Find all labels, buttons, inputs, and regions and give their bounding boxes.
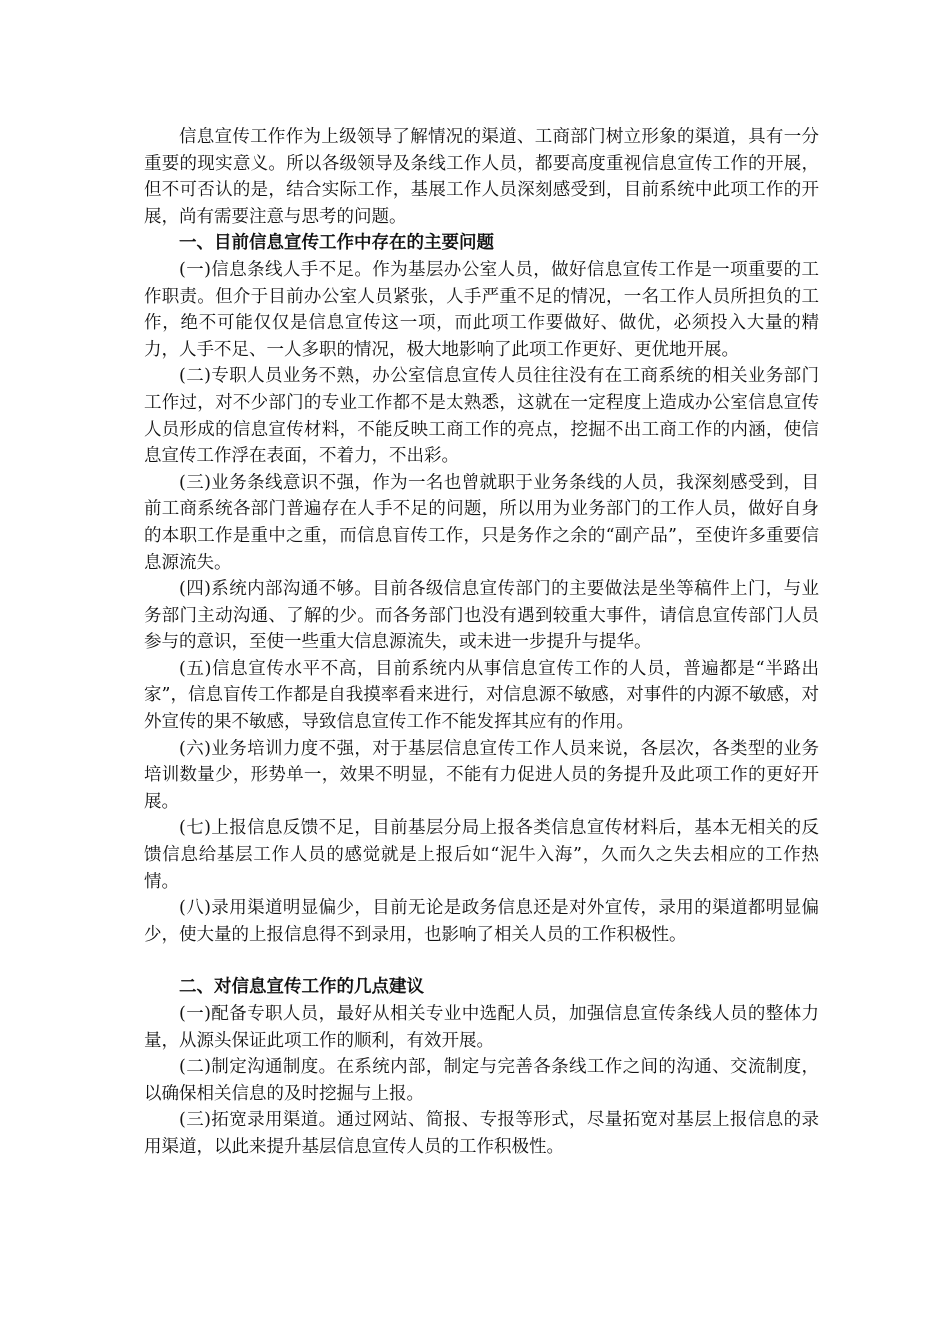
section2-heading: 二、对信息宣传工作的几点建议	[179, 977, 424, 998]
section-spacer	[144, 948, 819, 974]
section1-item-8: (八)录用渠道明显偏少，目前无论是政务信息还是对外宣传，录用的渠道都明显偏少，使大量的上报信息得不到录用，也影响了相关人员的工作积极性。	[144, 898, 819, 945]
section1-item-2: (二)专职人员业务不熟，办公室信息宣传人员往往没有在工商系统的相关业务部门工作过，对不少部门的专业工作都不是太熟悉，这就在一定程度上造成办公室信息宣传人员形成的信息宣传材料，不能反映工商工作的亮点，挖掘不出工商工作的内涵，使信息宣传工作浮在表面，不着力，不出彩。	[144, 366, 819, 467]
section1-item-1: (一)信息条线人手不足。作为基层办公室人员，做好信息宣传工作是一项重要的工作职责。但介于目前办公室人员紧张，人手严重不足的情况，一名工作人员所担负的工作，绝不可能仅仅是信息宣传这一项，而此项工作要做好、做优，必须投入大量的精力，人手不足、一人多职的情况，极大地影响了此项工作更好、更优地开展。	[144, 259, 819, 360]
section1-item-4: (四)系统内部沟通不够。目前各级信息宣传部门的主要做法是坐等稿件上门，与业务部门主动沟通、了解的少。而各务部门也没有遇到较重大事件，请信息宣传部门人员参与的意识，至使一些重大信息源流失，或未进一步提升与提华。	[144, 579, 819, 653]
section1-item-6: (六)业务培训力度不强，对于基层信息宣传工作人员来说，各层次，各类型的业务培训数量少，形势单一，效果不明显，不能有力促进人员的务提升及此项工作的更好开展。	[144, 738, 819, 812]
intro-paragraph: 信息宣传工作作为上级领导了解情况的渠道、工商部门树立形象的渠道，具有一分重要的现实意义。所以各级领导及条线工作人员，都要高度重视信息宣传工作的开展，但不可否认的是，结合实际工作，基展工作人员深刻感受到，目前系统中此项工作的开展，尚有需要注意与思考的问题。	[144, 127, 819, 227]
section2-item-1: (一)配备专职人员，最好从相关专业中选配人员，加强信息宣传条线人员的整体力量，从源头保证此项工作的顺利，有效开展。	[144, 1004, 819, 1051]
section1-item-3: (三)业务条线意识不强，作为一名也曾就职于业务条线的人员，我深刻感受到，目前工商系统各部门普遍存在人手不足的问题，所以用为业务部门的工作人员，做好自身的本职工作是重中之重，而信息盲传工作，只是务作之余的“副产品”，至使许多重要信息源流失。	[144, 472, 819, 573]
section1-item-5: (五)信息宣传水平不高，目前系统内从事信息宣传工作的人员，普遍都是“半路出家”，信息盲传工作都是自我摸率看来进行，对信息源不敏感，对事件的内源不敏感，对外宣传的果不敏感，导致信息宣传工作不能发挥其应有的作用。	[144, 658, 819, 733]
section2-item-2: (二)制定沟通制度。在系统内部，制定与完善各条线工作之间的沟通、交流制度，以确保相关信息的及时挖掘与上报。	[144, 1057, 819, 1104]
document-page	[144, 124, 819, 1161]
section1-heading: 一、目前信息宣传工作中存在的主要问题	[179, 233, 494, 254]
section2-item-3: (三)拓宽录用渠道。通过网站、简报、专报等形式，尽量拓宽对基层上报信息的录用渠道，以此来提升基层信息宣传人员的工作积极性。	[144, 1110, 819, 1157]
section1-item-7: (七)上报信息反馈不足，目前基层分局上报各类信息宣传材料后，基本无相关的反馈信息给基层工作人员的感觉就是上报后如“泥牛入海”，久而久之失去相应的工作热情。	[144, 818, 819, 892]
